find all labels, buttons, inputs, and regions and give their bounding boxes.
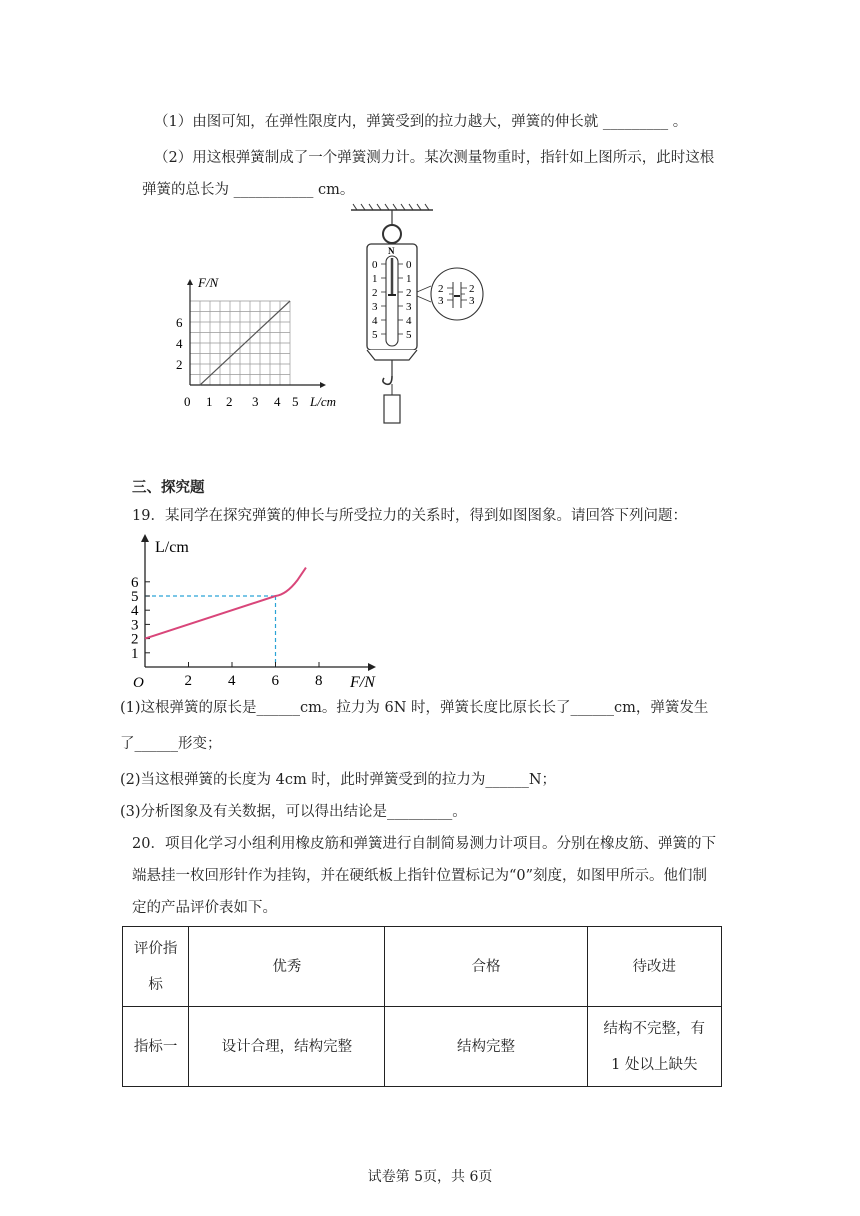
- y-axis-arrow: [141, 534, 149, 542]
- y-tick-label: 4: [176, 336, 183, 351]
- x-tick-label: 4: [274, 394, 281, 409]
- zoom-right-number: 2: [469, 283, 475, 295]
- length-force-curve: [145, 568, 306, 639]
- y-axis-label: L/cm: [155, 539, 189, 556]
- q20-line2: 端悬挂一枚回形针作为挂钩，并在硬纸板上指针位置标记为“0”刻度，如图甲所示。他们制: [132, 868, 708, 884]
- q19-stem: 19．某同学在探究弹簧的伸长与所受拉力的关系时，得到如图图象。请回答下列问题：: [132, 508, 687, 524]
- left-scale-number: 1: [372, 273, 378, 285]
- zoom-left-number: 2: [438, 283, 444, 295]
- zoom-right-number: 3: [469, 295, 475, 307]
- x-tick-label: 8: [315, 673, 323, 689]
- q19-part3: (3)分析图象及有关数据，可以得出结论是_________。: [120, 804, 467, 820]
- y-tick-label: 1: [131, 645, 139, 662]
- q19-part2: (2)当这根弹簧的长度为 4cm 时，此时弹簧受到的拉力为______N；: [120, 772, 557, 788]
- top-ring: [383, 225, 401, 243]
- left-scale-number: 0: [372, 259, 378, 271]
- y-tick-label: 2: [176, 357, 183, 372]
- y-tick-label: 3: [131, 617, 139, 634]
- x-tick-label: 2: [184, 673, 192, 689]
- right-scale-number: 0: [406, 259, 412, 271]
- table-header-cell: 合格: [385, 927, 587, 1007]
- table-row: [123, 1007, 722, 1087]
- q18-force-length-graph: [170, 265, 350, 415]
- q19-part1-line2: 了______形变；: [120, 736, 222, 752]
- y-axis-label: F/N: [198, 275, 219, 290]
- left-scale-number: 4: [372, 315, 378, 327]
- spring-scale-figure: [345, 200, 495, 430]
- x-axis-label: F/N: [350, 674, 375, 690]
- q18-part1: （1）由图可知，在弹性限度内，弹簧受到的拉力越大，弹簧的伸长就 _________ 。: [154, 114, 688, 130]
- right-scale-number: 3: [406, 301, 412, 313]
- x-axis-label: L/cm: [310, 394, 336, 409]
- table-cell: 结构完整: [385, 1007, 587, 1087]
- unit-label: N: [388, 246, 395, 256]
- x-tick-label: 5: [292, 394, 299, 409]
- q20-line3: 定的产品评价表如下。: [132, 900, 277, 916]
- table-header-cell: 待改进: [587, 927, 721, 1007]
- q19-chart: [128, 530, 388, 690]
- right-scale-number: 1: [406, 273, 412, 285]
- y-tick-label: 4: [131, 603, 139, 620]
- graph-grid: [190, 301, 290, 385]
- page-footer: 试卷第 5页，共 6页: [367, 1169, 493, 1185]
- right-scale-number: 4: [406, 315, 412, 327]
- table-cell: 指标一: [123, 1007, 189, 1087]
- x-axis-arrow: [368, 663, 376, 671]
- table-header-cell: 优秀: [189, 927, 385, 1007]
- zoom-left-number: 3: [438, 295, 444, 307]
- origin-label: 0: [184, 394, 191, 409]
- hook: [383, 376, 392, 384]
- table-header-cell: 评价指标: [123, 927, 189, 1007]
- origin-label: O: [133, 675, 144, 690]
- q20-line1: 20．项目化学习小组利用橡皮筋和弹簧进行自制简易测力计项目。分别在橡皮筋、弹簧的下: [132, 836, 716, 852]
- section-heading: 三、探究题: [132, 479, 205, 496]
- scale-bottom: [367, 350, 417, 360]
- q19-part1-line1: (1)这根弹簧的原长是______cm。拉力为 6N 时，弹簧长度比原长长了______cm，弹簧发生: [120, 700, 709, 716]
- x-tick-label: 4: [228, 673, 236, 689]
- evaluation-table: [122, 926, 722, 1087]
- right-scale-number: 5: [406, 329, 412, 341]
- x-tick-label: 3: [252, 394, 259, 409]
- y-tick-label: 6: [176, 315, 183, 330]
- weight-block: [384, 395, 400, 423]
- y-tick-label: 6: [131, 574, 139, 591]
- right-scale-number: 2: [406, 287, 412, 299]
- y-axis-arrow: [187, 279, 193, 285]
- x-axis-arrow: [320, 382, 326, 388]
- y-tick-label: 5: [131, 589, 139, 605]
- x-tick-label: 2: [226, 394, 233, 409]
- q18-part2-line1: （2）用这根弹簧制成了一个弹簧测力计。某次测量物重时，指针如上图所示，此时这根: [154, 150, 715, 166]
- left-scale-number: 3: [372, 301, 378, 313]
- table-header-row: [123, 927, 722, 1007]
- ceiling-hatch: [353, 204, 429, 210]
- y-tick-label: 2: [131, 631, 139, 648]
- left-scale-number: 2: [372, 287, 378, 299]
- x-tick-label: 6: [271, 673, 279, 689]
- q18-part2-line2: 弹簧的总长为 ___________ cm。: [142, 182, 355, 198]
- table-cell: 设计合理，结构完整: [189, 1007, 385, 1087]
- table-cell: 结构不完整，有 1 处以上缺失: [587, 1007, 721, 1087]
- left-scale-number: 5: [372, 329, 378, 341]
- x-tick-label: 1: [206, 394, 213, 409]
